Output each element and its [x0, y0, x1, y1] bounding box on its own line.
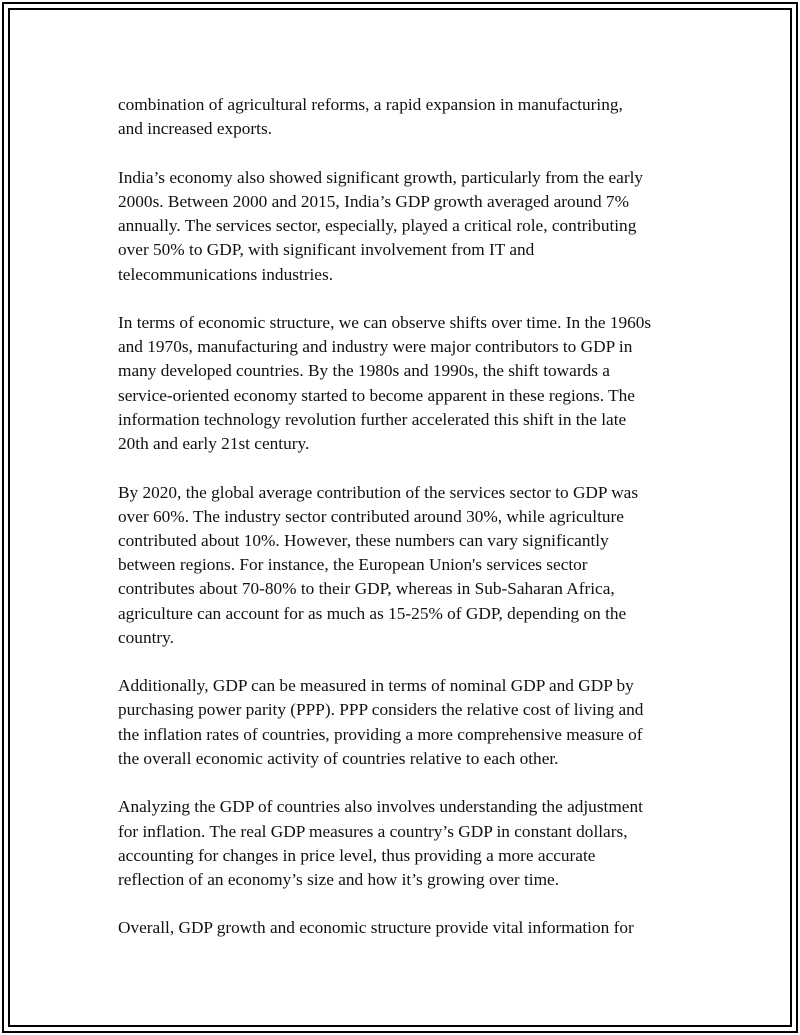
text-line: the overall economic activity of countries relative to each other. [118, 748, 559, 768]
text-line: 20th and early 21st century. [118, 434, 310, 454]
text-line: By 2020, the global average contribution of the services sector to GDP was [118, 482, 639, 502]
text-line: combination of agricultural reforms, a rapid expansion in manufacturing, [118, 95, 623, 114]
text-line: purchasing power parity (PPP). PPP considers the relative cost of living and [118, 700, 644, 720]
text-line: In terms of economic structure, we can observe shifts over time. In the 1960s [118, 313, 652, 333]
text-line: service-oriented economy started to become apparent in these regions. The [118, 385, 635, 405]
text-line: contributes about 70-80% to their GDP, whereas in Sub-Saharan Africa, [118, 579, 615, 599]
document-body [118, 93, 698, 965]
paragraph-sector-contributions [118, 481, 698, 650]
text-line: between regions. For instance, the European Union's services sector [118, 555, 588, 575]
text-line: the inflation rates of countries, providing a more comprehensive measure of [118, 724, 643, 744]
text-line: and 1970s, manufacturing and industry were major contributors to GDP in [118, 337, 633, 357]
text-line: for inflation. The real GDP measures a country’s GDP in constant dollars, [118, 821, 628, 841]
text-line: and increased exports. [118, 119, 273, 139]
text-line: contributed about 10%. However, these numbers can vary significantly [118, 530, 609, 550]
text-line: Additionally, GDP can be measured in terms of nominal GDP and GDP by [118, 676, 634, 696]
text-line: many developed countries. By the 1980s and 1990s, the shift towards a [118, 361, 610, 381]
paragraph-real-gdp [118, 795, 698, 892]
text-line: India’s economy also showed significant growth, particularly from the early [118, 167, 644, 187]
text-line: reflection of an economy’s size and how it’s growing over time. [118, 869, 560, 889]
text-line: 2000s. Between 2000 and 2015, India’s GDP growth averaged around 7% [118, 191, 629, 211]
paragraph-nominal-ppp [118, 674, 698, 771]
text-line: Overall, GDP growth and economic structure provide vital information for [118, 918, 634, 938]
text-line: over 50% to GDP, with significant involvement from IT and [118, 240, 535, 260]
text-line: annually. The services sector, especially, played a critical role, contributing [118, 216, 637, 236]
paragraph-overall [118, 916, 698, 940]
text-line: accounting for changes in price level, thus providing a more accurate [118, 845, 596, 865]
text-line: Analyzing the GDP of countries also involves understanding the adjustment [118, 797, 643, 817]
text-line: agriculture can account for as much as 15-25% of GDP, depending on the [118, 603, 627, 623]
text-line: over 60%. The industry sector contributed around 30%, while agriculture [118, 506, 624, 526]
text-line: information technology revolution further accelerated this shift in the late [118, 409, 627, 429]
paragraph-india-economy [118, 166, 698, 287]
paragraph-agricultural-reforms [118, 93, 698, 141]
paragraph-economic-structure [118, 311, 698, 456]
text-line: country. [118, 627, 174, 647]
text-line: telecommunications industries. [118, 264, 334, 284]
